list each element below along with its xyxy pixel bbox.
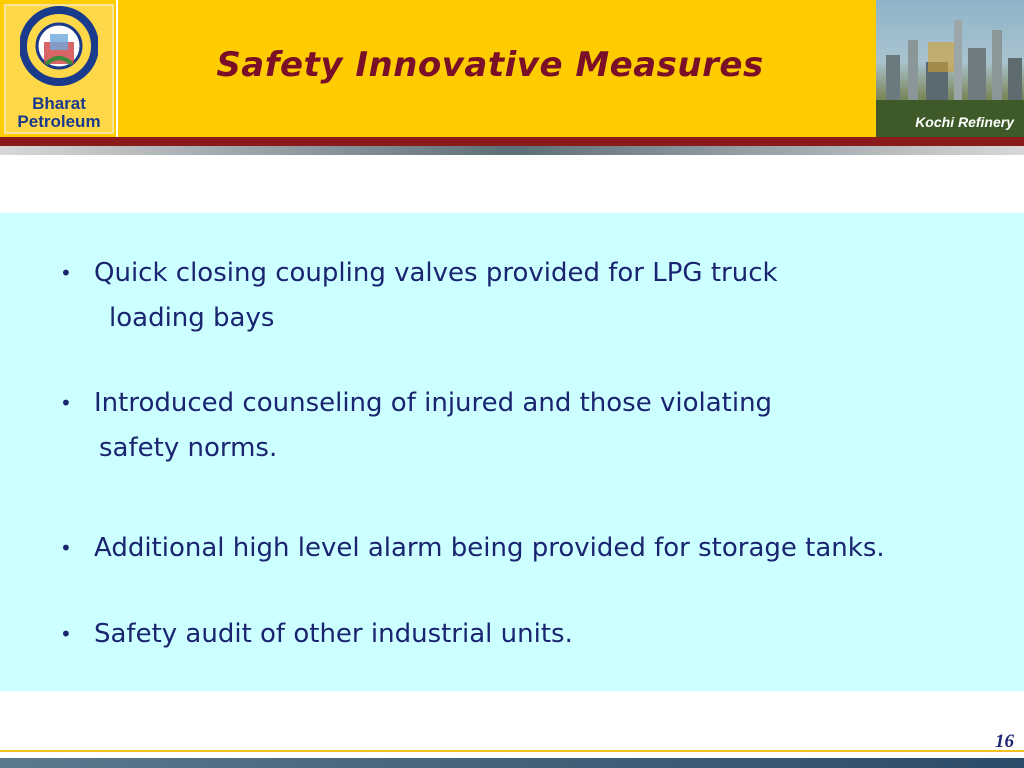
bullet-text: Additional high level alarm being provided for storage tanks. xyxy=(94,533,885,563)
bullet-text-continued: safety norms. xyxy=(99,433,278,463)
footer-divider xyxy=(0,750,1024,752)
header-bar xyxy=(0,0,1024,137)
photo-caption: Kochi Refinery xyxy=(915,114,1014,130)
bullet-text: Safety audit of other industrial units. xyxy=(94,619,573,649)
footer-bar xyxy=(0,758,1024,768)
bullet-text-continued: loading bays xyxy=(109,303,275,333)
logo-text-bharat: Bharat xyxy=(32,94,86,113)
bullet-marker: • xyxy=(60,261,72,285)
logo-text-petroleum: Petroleum xyxy=(17,112,101,131)
bullet-marker: • xyxy=(60,536,72,560)
slide-title: Safety Innovative Measures xyxy=(216,45,764,85)
content-panel xyxy=(0,213,1024,691)
bullet-text: Quick closing coupling valves provided for LPG truck xyxy=(94,258,778,288)
bullet-marker: • xyxy=(60,391,72,415)
bullet-text: Introduced counseling of injured and those violating xyxy=(94,388,773,418)
refinery-photo xyxy=(876,0,1024,137)
header-divider-red xyxy=(0,137,1024,146)
bullet-marker: • xyxy=(60,622,72,646)
page-number: 16 xyxy=(995,731,1014,752)
bharat-petroleum-logo xyxy=(0,0,118,137)
bpcl-emblem-icon xyxy=(20,6,98,88)
header-divider-grey xyxy=(0,146,1024,155)
